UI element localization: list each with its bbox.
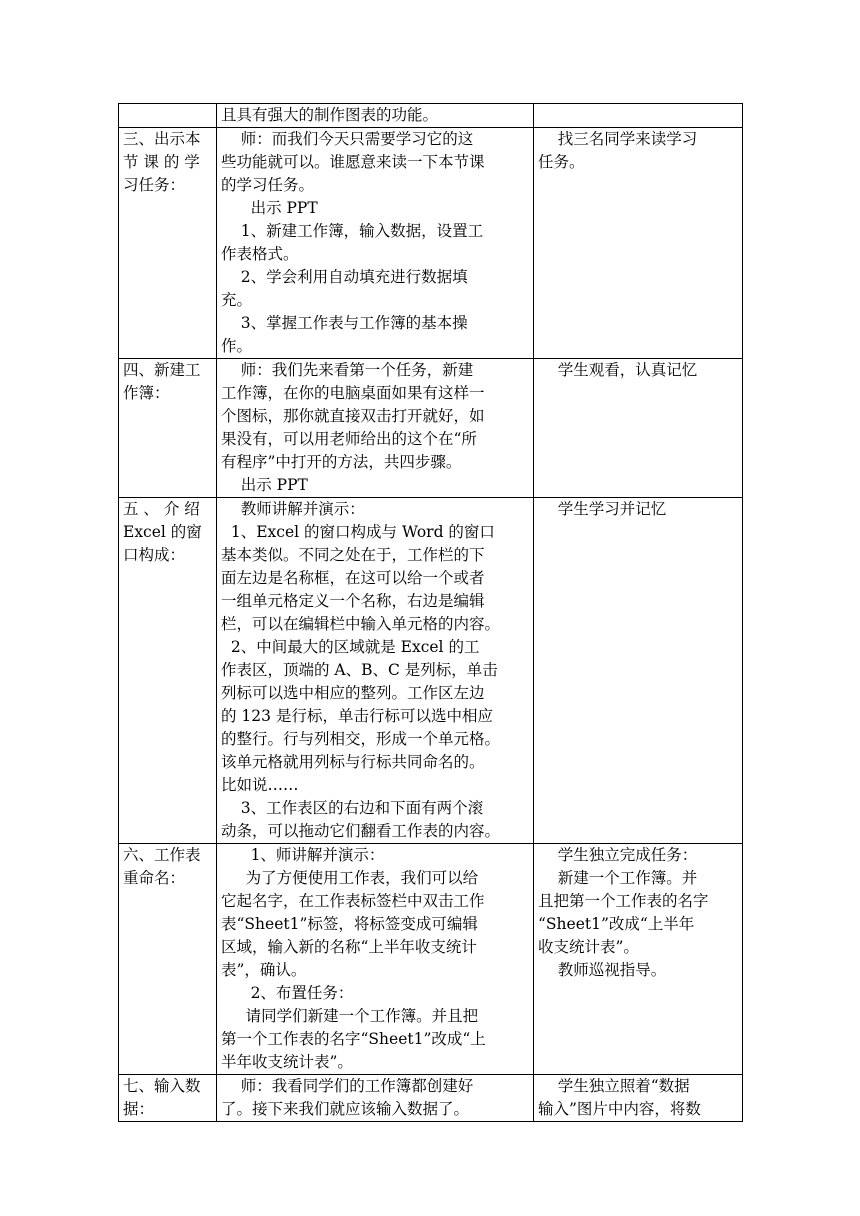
text-line: 1、师讲解并演示： — [221, 846, 385, 864]
text-line: 学生学习并记忆 — [538, 500, 667, 518]
text-line: 果没有，可以用老师给出的这个在“所 — [221, 430, 477, 448]
text-line: Excel 的窗 — [123, 523, 202, 541]
text-line: 四、新建工 — [123, 361, 201, 379]
text-line: 六、工作表 — [123, 846, 201, 864]
text-line: 栏，可以在编辑栏中输入单元格的内容。 — [221, 615, 501, 633]
text-line: 2、中间最大的区域就是 Excel 的工 — [221, 638, 480, 656]
text-line: 动条，可以拖动它们翻看工作表的内容。 — [221, 822, 501, 840]
student-cell — [534, 128, 743, 359]
text-line: 口构成： — [123, 546, 186, 564]
text-line: 输入”图片中内容，将数 — [538, 1100, 701, 1118]
text-line: 第一个工作表的名字“Sheet1”改成“上 — [221, 1030, 486, 1048]
text-line: 的整行。行与列相交，形成一个单元格。 — [221, 730, 501, 748]
text-line: 三、出示本 — [123, 130, 201, 148]
stage-cell — [119, 1075, 217, 1122]
stage-cell — [119, 844, 217, 1075]
text-line: 请同学们新建一个工作簿。并且把 — [221, 1007, 479, 1025]
text-line: 五 、 介 绍 — [123, 500, 200, 518]
text-line: 的学习任务。 — [221, 176, 315, 194]
text-line: 比如说…… — [221, 776, 299, 794]
text-line: 半年收支统计表”。 — [221, 1053, 353, 1071]
text-line: 3、工作表区的右边和下面有两个滚 — [221, 799, 484, 817]
text-line: 充。 — [221, 291, 253, 309]
text-line: 师：我看同学们的工作簿都创建好 — [221, 1077, 474, 1095]
text-line: 学生独立照着“数据 — [538, 1077, 690, 1095]
teacher-cell — [217, 498, 534, 844]
text-line: 且具有强大的制作图表的功能。 — [221, 106, 439, 124]
text-line: 出示 PPT — [221, 476, 308, 494]
teacher-cell — [217, 359, 534, 498]
text-line: 作。 — [221, 337, 253, 355]
text-line: 作表区，顶端的 A、B、C 是列标，单击 — [221, 661, 498, 679]
stage-cell — [119, 104, 217, 128]
text-line: 表“Sheet1”标签，将标签变成可编辑 — [221, 915, 478, 933]
text-line: 列标可以选中相应的整列。工作区左边 — [221, 684, 485, 702]
text-line: 一组单元格定义一个名称，右边是编辑 — [221, 592, 485, 610]
text-line: 重命名： — [123, 869, 186, 887]
stage-cell — [119, 128, 217, 359]
text-line: 且把第一个工作表的名字 — [538, 892, 709, 910]
text-line: 七、输入数 — [123, 1077, 201, 1095]
teacher-cell — [217, 844, 534, 1075]
text-line: 师：我们先来看第一个任务，新建 — [221, 361, 474, 379]
text-line: “Sheet1”改成“上半年 — [538, 915, 695, 933]
text-line: 1、新建工作簿，输入数据，设置工 — [221, 222, 484, 240]
student-cell — [534, 104, 743, 128]
text-line: 据： — [123, 1100, 155, 1118]
lesson-plan-body — [119, 104, 743, 1122]
text-line: 1、Excel 的窗口构成与 Word 的窗口 — [221, 523, 495, 541]
text-line: 的 123 是行标，单击行标可以选中相应 — [221, 707, 493, 725]
text-line: 3、掌握工作表与工作簿的基本操 — [221, 314, 468, 332]
text-line: 教师巡视指导。 — [538, 961, 667, 979]
text-line: 工作簿，在你的电脑桌面如果有这样一 — [221, 384, 485, 402]
text-line: 找三名同学来读学习 — [538, 130, 698, 148]
student-cell — [534, 1075, 743, 1122]
text-line: 该单元格就用列标与行标共同命名的。 — [221, 753, 485, 771]
teacher-cell — [217, 128, 534, 359]
table-row — [119, 844, 743, 1075]
text-line: 习任务： — [123, 176, 186, 194]
text-line: 基本类似。不同之处在于，工作栏的下 — [221, 546, 485, 564]
text-line: 些功能就可以。谁愿意来读一下本节课 — [221, 153, 485, 171]
lesson-plan-table — [118, 103, 743, 1122]
text-line: 学生独立完成任务： — [538, 846, 698, 864]
student-cell — [534, 844, 743, 1075]
text-line: 师：而我们今天只需要学习它的这 — [221, 130, 474, 148]
text-line: 有程序”中打开的方法，共四步骤。 — [221, 453, 462, 471]
text-line: 学生观看，认真记忆 — [538, 361, 698, 379]
text-line: 2、布置任务： — [221, 984, 354, 1002]
text-line: 它起名字，在工作表标签栏中双击工作 — [221, 892, 485, 910]
table-row — [119, 104, 743, 128]
table-row — [119, 1075, 743, 1122]
text-line: 个图标，那你就直接双击打开就好，如 — [221, 407, 485, 425]
text-line: 表”，确认。 — [221, 961, 307, 979]
table-row — [119, 359, 743, 498]
student-cell — [534, 498, 743, 844]
stage-cell — [119, 498, 217, 844]
table-row — [119, 128, 743, 359]
text-line: 收支统计表”。 — [538, 938, 639, 956]
text-line: 节 课 的 学 — [123, 153, 200, 171]
text-line: 了。接下来我们就应该输入数据了。 — [221, 1100, 470, 1118]
table-row — [119, 498, 743, 844]
text-line: 2、学会利用自动填充进行数据填 — [221, 268, 468, 286]
text-line: 为了方便使用工作表，我们可以给 — [221, 869, 479, 887]
text-line: 新建一个工作簿。并 — [538, 869, 698, 887]
stage-cell — [119, 359, 217, 498]
text-line: 区域，输入新的名称“上半年收支统计 — [221, 938, 477, 956]
text-line: 任务。 — [538, 153, 585, 171]
teacher-cell — [217, 104, 534, 128]
text-line: 教师讲解并演示： — [221, 500, 365, 518]
text-line: 出示 PPT — [221, 199, 318, 217]
teacher-cell — [217, 1075, 534, 1122]
text-line: 作表格式。 — [221, 245, 299, 263]
student-cell — [534, 359, 743, 498]
text-line: 作簿： — [123, 384, 170, 402]
text-line: 面左边是名称框，在这可以给一个或者 — [221, 569, 485, 587]
